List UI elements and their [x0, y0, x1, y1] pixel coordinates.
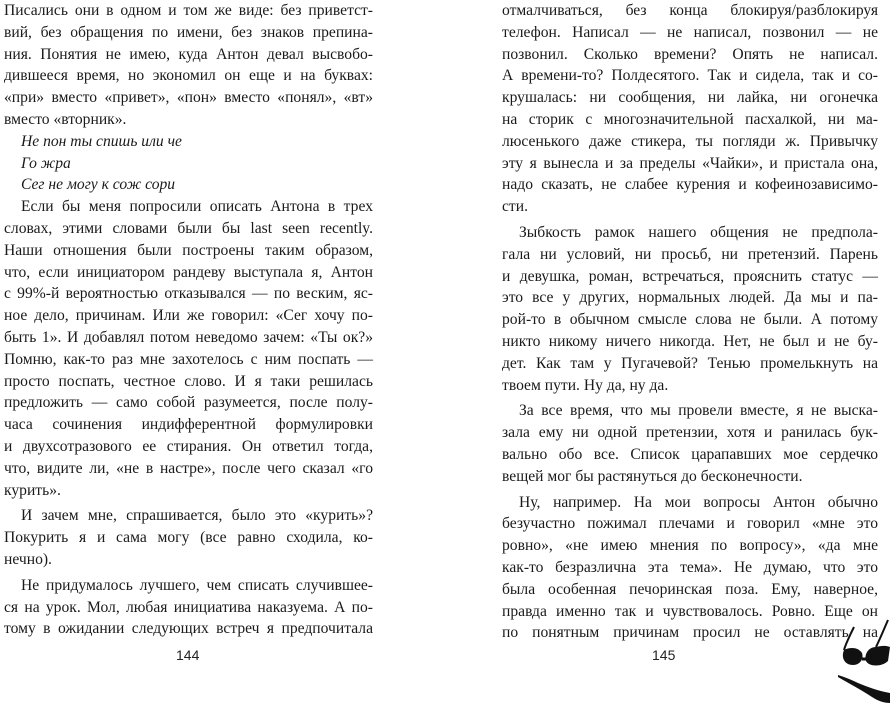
text-line: телефон. Написал — не написал, позвонил — не	[502, 23, 878, 41]
text-line: быть 1». И добавлял потом неведомо зачем: «Ты ок?»	[4, 328, 373, 346]
bikini-top-strap-left	[844, 627, 854, 650]
text-line: Писались они в одном и том же виде: без приветст-	[4, 2, 373, 19]
chat-message: Не пон ты спишь или че	[21, 132, 182, 150]
text-line: Помню, как-то раз мне захотелось с ним поспать —	[4, 350, 373, 368]
text-line: рой-то в обычном смысле слова не были. А потому	[502, 311, 878, 329]
text-line: была особенная печоринская поза. Ему, наверное,	[502, 580, 878, 598]
left-page-text	[4, 0, 373, 640]
text-line: правда именно так и чувствовалось. Ровно. Еще он	[502, 602, 878, 620]
text-line: просто поспать, честное слово. И я таки решилась	[4, 372, 373, 390]
text-line: отмалчиваться, без конца блокируя/разблокируя	[502, 2, 878, 19]
text-line: позвонил. Сколько времени? Опять не написал.	[502, 45, 878, 63]
bikini-bottom	[838, 675, 890, 703]
right-page	[445, 0, 890, 704]
text-line: дившееся время, но экономил он еще и на буквах:	[4, 67, 373, 85]
text-line: и двухсотразового ее стирания. Он ответил тогда,	[4, 437, 373, 455]
text-line: словах, этими словами были бы last seen recently.	[4, 219, 373, 237]
text-line: вально обо все. Список царапавших мое сердечко	[502, 445, 878, 463]
text-line: Зыбкость рамок нашего общения не предпола-	[519, 223, 878, 241]
text-line: вий, без обращения по имени, без знаков препина-	[4, 23, 373, 41]
text-line: Наши отношения были построены таким образом,	[4, 241, 373, 259]
page-number: 145	[652, 647, 676, 663]
text-line: что, если инициатором рандеву выступала я, Антон	[4, 263, 373, 281]
text-line: ния. Понятия не имею, куда Антон девал высвобо-	[4, 45, 373, 63]
text-line: и девушка, роман, встречаться, прояснить статус —	[502, 267, 878, 285]
text-line: крушалась: ни сообщения, ни лайка, ни огонечка	[502, 89, 878, 107]
text-line: «при» вместо «привет», «пон» вместо «понял», «вт»	[4, 89, 373, 107]
text-line: Если бы меня попросили описать Антона в трех	[21, 198, 373, 216]
text-line: надо сказать, не слабее курения и кофеинозависимо-	[502, 176, 878, 194]
text-line: ное дело, причинам. Или же говорил: «Сег хочу по-	[4, 307, 373, 325]
text-line: курить».	[4, 481, 61, 499]
text-line: сти.	[502, 198, 528, 216]
text-line: зала ему ни одной претензии, хотя и ранилась бук-	[502, 424, 878, 442]
bikini-top-cup-right	[865, 646, 890, 666]
text-line: И зачем мне, спрашивается, было это «курить»?	[21, 507, 373, 525]
text-line: гала ни условий, ни просьб, ни претензий. Парень	[502, 245, 878, 263]
text-line: на сторик с многозначительной пасхалкой, ни ма-	[502, 110, 878, 128]
text-line: безучастно пожимал плечами и говорил «мне это	[502, 515, 878, 533]
text-line: дет. Как там у Пугачевой? Тенью промелькнуть на	[502, 354, 878, 372]
bikini-top-cup-left	[843, 648, 863, 665]
page-number: 144	[176, 647, 200, 663]
text-line: предложить — само собой разумеется, после полу-	[4, 394, 373, 412]
text-line: ся на урок. Мол, любая инициатива наказуема. А по-	[4, 598, 373, 616]
text-line: Покурить я и сама могу (все равно сходила, ко-	[4, 529, 373, 547]
text-line: А времени-то? Полдесятого. Так и сидела, так и со-	[502, 67, 878, 85]
text-line: тому в ожидании следующих встреч я предпочитала	[4, 620, 373, 638]
text-line: никто никому ничего никогда. Нет, не был и не бу-	[502, 332, 878, 350]
text-line: вещей мог бы растянуться до бесконечности.	[502, 467, 803, 485]
bikini-icon	[838, 617, 890, 707]
text-line: ровно», «не имею мнения по вопросу», «да мне	[502, 537, 878, 555]
bikini-top-strap-right	[876, 620, 888, 647]
text-line: с 99%-й вероятностью отказывался — по веским, яс-	[4, 285, 373, 303]
left-page	[0, 0, 445, 704]
text-line: как-то безразлична эта тема». Не думаю, что это	[502, 558, 878, 576]
text-line: Не придумалось лучшего, чем списать случившее-	[21, 576, 373, 594]
text-line: часа сочинения индифферентной формулировки	[4, 416, 373, 434]
text-line: За все время, что мы провели вместе, я не выска-	[519, 402, 878, 420]
right-page-text	[502, 0, 878, 644]
text-line: люсенького даже стикера, ты погляди ж. Привычку	[502, 132, 878, 150]
text-line: что, видите ли, «не в настре», после чего сказал «го	[4, 459, 373, 477]
text-line: вместо «вторник».	[4, 110, 127, 128]
text-line: это все у других, нормальных людей. Да мы и па-	[502, 289, 878, 307]
text-line: нечно).	[4, 550, 52, 568]
text-line: по понятным причинам просил не оставлять на	[502, 624, 878, 642]
text-line: эту я вынесла и за пределы «Чайки», и пристала она,	[502, 154, 878, 172]
chat-message: Го жра	[21, 154, 71, 172]
text-line: Ну, например. На мои вопросы Антон обычно	[519, 493, 878, 511]
text-line: твоем пути. Ну да, ну да.	[502, 376, 669, 394]
chat-message: Сег не могу к сож сори	[21, 176, 176, 194]
